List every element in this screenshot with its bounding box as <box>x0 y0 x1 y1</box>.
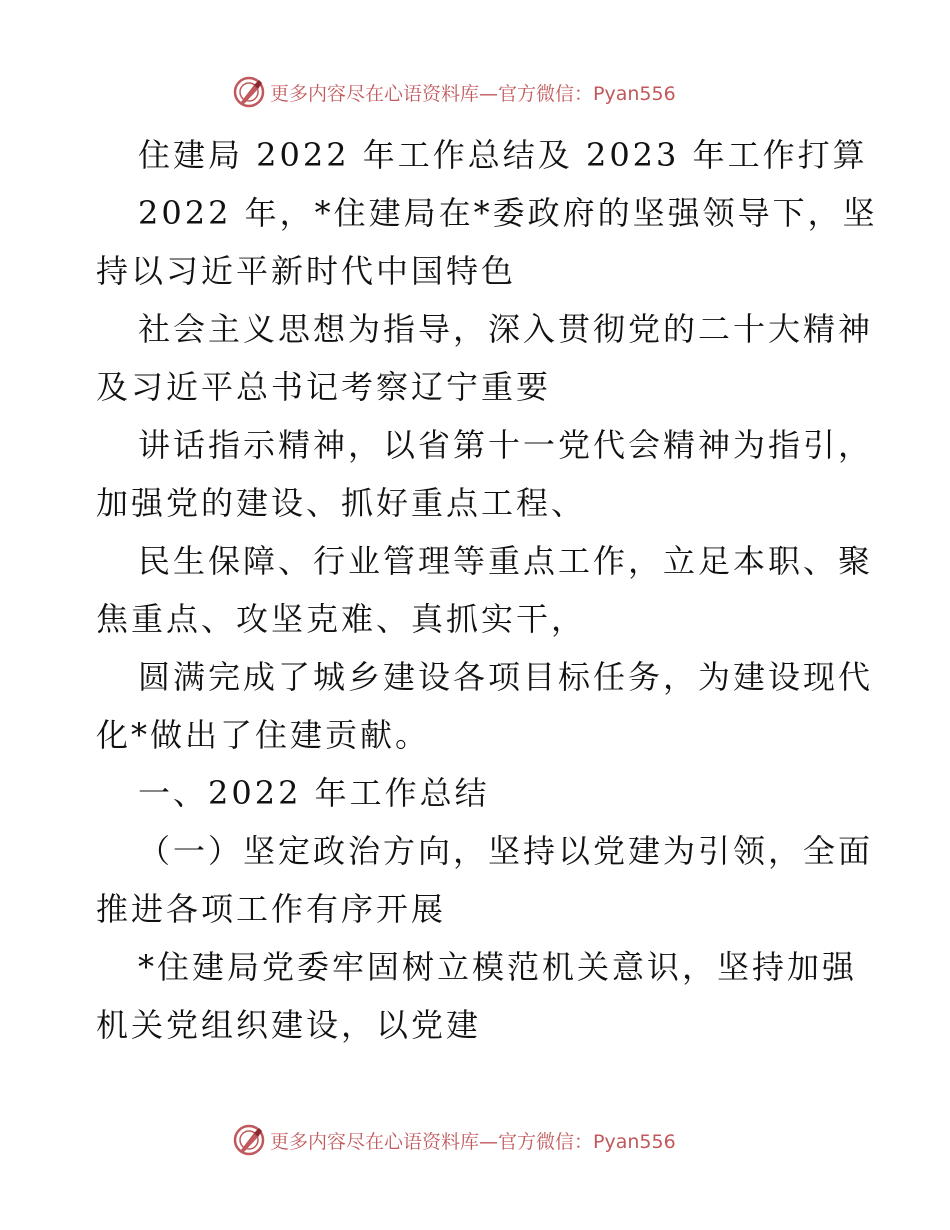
text-line: 机关党组织建设，以党建 <box>96 1006 482 1044</box>
watermark-text: 更多内容尽在心语资料库—官方微信：Pyan556 <box>270 82 676 105</box>
text-line: 推进各项工作有序开展 <box>96 890 447 928</box>
document-title: 住建局 2022 年工作总结及 2023 年工作打算 <box>138 136 868 174</box>
text-line: 民生保障、行业管理等重点工作，立足本职、聚 <box>138 542 874 580</box>
subsection-heading: （一）坚定政治方向，坚持以党建为引领，全面 <box>138 832 874 870</box>
document-body <box>96 126 878 1054</box>
section-heading: 一、2022 年工作总结 <box>138 774 490 812</box>
text-line: 圆满完成了城乡建设各项目标任务，为建设现代 <box>138 658 874 696</box>
text-line: *住建局党委牢固树立模范机关意识，坚持加强 <box>138 948 858 986</box>
pen-nib-logo-icon <box>232 1123 266 1157</box>
watermark-footer <box>232 1120 732 1160</box>
text-line: 加强党的建设、抓好重点工程、 <box>96 484 587 522</box>
pen-nib-logo-icon <box>232 75 266 109</box>
text-line: 2022 年，*住建局在*委政府的坚强领导下，坚 <box>138 194 878 232</box>
text-line: 持以习近平新时代中国特色 <box>96 252 517 290</box>
text-line: 焦重点、攻坚克难、真抓实干， <box>96 600 587 638</box>
text-line: 社会主义思想为指导，深入贯彻党的二十大精神 <box>138 310 874 348</box>
text-line: 讲话指示精神，以省第十一党代会精神为指引， <box>138 426 874 464</box>
watermark-header <box>232 72 732 112</box>
text-line: 化*做出了住建贡献。 <box>96 716 431 754</box>
text-line: 及习近平总书记考察辽宁重要 <box>96 368 552 406</box>
watermark-text: 更多内容尽在心语资料库—官方微信：Pyan556 <box>270 1130 676 1153</box>
